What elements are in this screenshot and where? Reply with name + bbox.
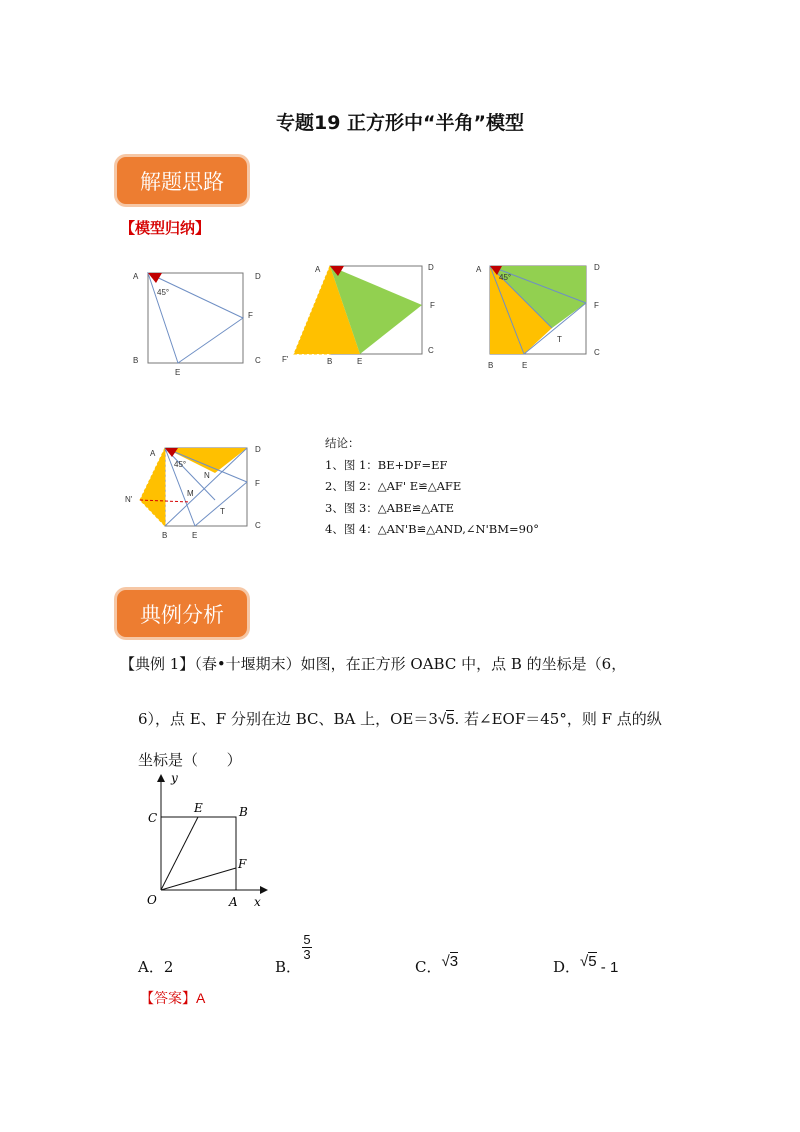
figure-4-line-ef <box>195 482 247 526</box>
label-e: E <box>175 368 181 377</box>
label-d: D <box>428 263 434 272</box>
label-b: B <box>133 356 139 365</box>
figure-2 <box>282 258 452 373</box>
label-c: C <box>255 356 261 365</box>
label-f-prime: F' <box>282 355 289 364</box>
label-f: F <box>594 301 599 310</box>
segment-oe <box>161 817 198 890</box>
label-n-prime: N' <box>125 495 133 504</box>
fraction-numerator: 5 <box>303 932 311 947</box>
label-n: N <box>204 471 210 480</box>
label-e: E <box>357 357 363 366</box>
radicand: 3 <box>449 953 459 970</box>
label-a: A <box>150 449 156 458</box>
coordinate-figure <box>138 772 268 912</box>
label-x: x <box>254 895 261 909</box>
example-text: 6），点 E、F 分别在边 BC、BA 上，OE＝3 <box>138 710 438 728</box>
option-d-suffix: - 1 <box>600 959 619 976</box>
conclusion-item: 2、图 2：△AF' E≌△AFE <box>325 479 462 493</box>
option-d-prefix: D． <box>553 958 581 976</box>
example-tag: 【典例 1】 <box>120 655 195 673</box>
label-e: E <box>194 801 203 815</box>
example-line-2: 6），点 E、F 分别在边 BC、BA 上，OE＝3√5. 若∠EOF＝45°，则 F 点的纵 <box>138 710 662 728</box>
label-m: M <box>187 489 194 498</box>
label-b: B <box>488 361 494 370</box>
model-heading: 【模型归纳】 <box>120 219 211 237</box>
label-a: A <box>476 265 482 274</box>
option-b[interactable] <box>275 956 301 977</box>
answer-value: A <box>196 990 206 1006</box>
segment-of <box>161 868 236 890</box>
label-c: C <box>148 811 158 825</box>
figure-2-rotated-triangle <box>294 266 330 354</box>
option-c[interactable]: C．√3 <box>415 953 459 976</box>
label-a: A <box>133 272 139 281</box>
label-angle: 45° <box>174 460 187 469</box>
figure-1-triangle <box>148 273 243 363</box>
label-f: F <box>248 311 253 320</box>
radicand: 5 <box>446 711 455 728</box>
conclusion-block <box>325 433 539 541</box>
label-e: E <box>522 361 528 370</box>
answer-label: 【答案】 <box>140 991 196 1007</box>
page-title: 专题19 正方形中“半角”模型 <box>275 112 525 134</box>
section-label-examples: 典例分析 <box>117 590 247 637</box>
label-b: B <box>239 805 248 819</box>
label-f: F <box>430 301 435 310</box>
figure-1-square <box>148 273 243 363</box>
label-d: D <box>594 263 600 272</box>
option-b-prefix: B． <box>275 958 302 976</box>
example-text: （春•十堰期末）如图，在正方形 OABC 中，点 B 的坐标是（6， <box>194 655 627 673</box>
label-d: D <box>255 272 261 281</box>
label-f: F <box>238 857 247 871</box>
answer-line <box>140 988 205 1008</box>
label-c: C <box>255 521 261 530</box>
label-f: F <box>255 479 260 488</box>
fraction-denominator: 3 <box>303 947 311 962</box>
figure-3 <box>472 258 617 376</box>
conclusion-item: 4、图 4：△AN'B≌△AND,∠N'BM=90° <box>325 522 540 536</box>
conclusion-item: 1、图 1：BE+DF=EF <box>325 457 448 472</box>
example-line-3: 坐标是（ ） <box>138 751 242 769</box>
figure-4-rotated-triangle <box>140 448 165 526</box>
label-b: B <box>327 357 333 366</box>
label-b: B <box>162 531 168 540</box>
label-y: y <box>171 771 178 785</box>
label-angle: 45° <box>499 273 512 282</box>
option-d[interactable]: D．√5 - 1 <box>553 953 619 976</box>
option-c-prefix: C． <box>415 958 442 976</box>
option-b-fraction <box>302 933 312 962</box>
conclusion-heading: 结论： <box>325 436 360 450</box>
label-d: D <box>255 445 261 454</box>
example-text: . 若∠EOF＝45°，则 F 点的纵 <box>454 710 662 728</box>
label-a: A <box>229 895 238 909</box>
label-t: T <box>220 507 225 516</box>
figure-1 <box>125 265 265 380</box>
label-e: E <box>192 531 198 540</box>
option-a[interactable]: A．2 <box>138 958 174 976</box>
label-c: C <box>428 346 434 355</box>
y-axis-arrow <box>157 774 165 782</box>
section-label-approach: 解题思路 <box>117 157 247 204</box>
label-t: T <box>557 335 562 344</box>
conclusion-item: 3、图 3：△ABE≌△ATE <box>325 500 455 515</box>
label-a: A <box>315 265 321 274</box>
x-axis-arrow <box>260 886 268 894</box>
example-line-1 <box>120 653 626 674</box>
label-o: O <box>147 893 157 907</box>
label-c: C <box>594 348 600 357</box>
label-angle: 45° <box>157 288 170 297</box>
figure-4 <box>120 440 270 545</box>
radicand: 5 <box>588 953 597 970</box>
